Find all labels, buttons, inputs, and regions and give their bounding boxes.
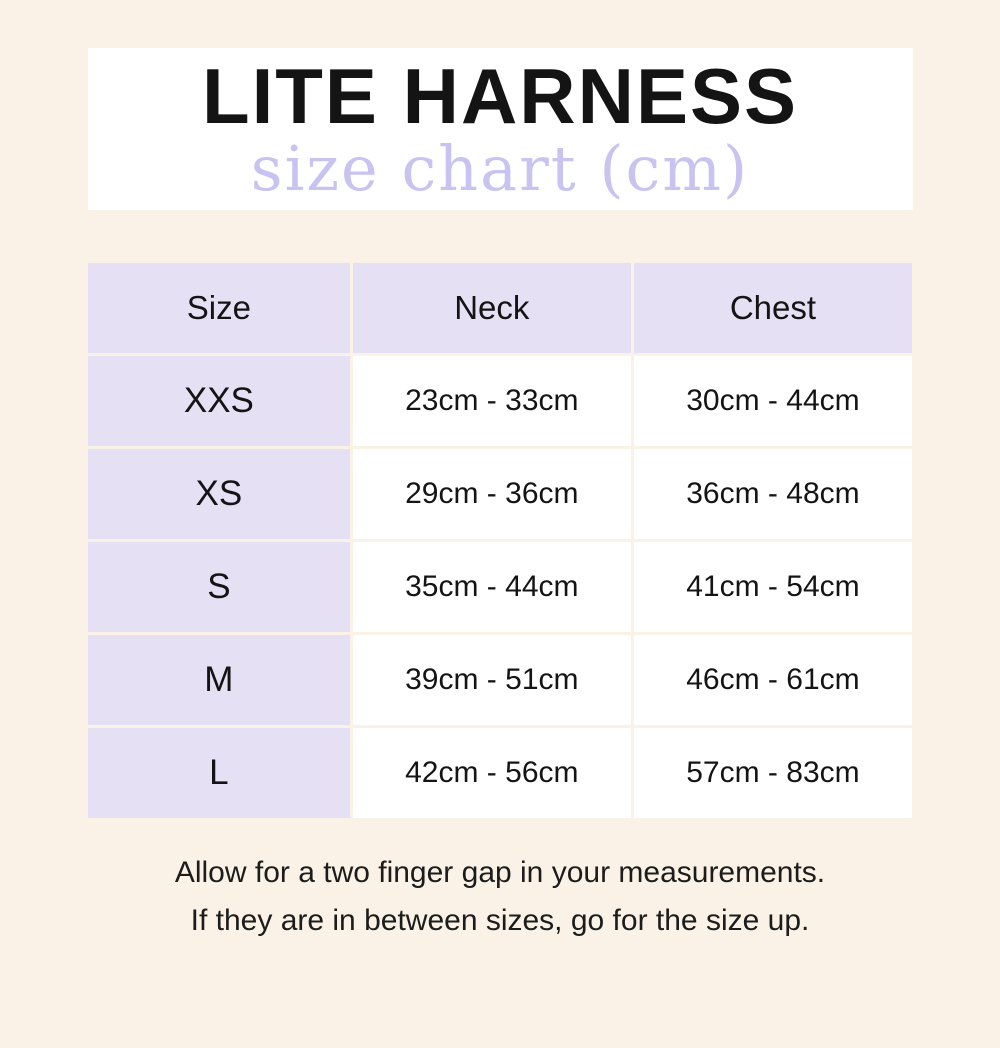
neck-cell: 35cm - 44cm xyxy=(353,542,631,632)
table-row-s xyxy=(88,542,912,632)
table-header-row xyxy=(88,263,912,353)
header-box xyxy=(88,48,913,210)
column-header-chest: Chest xyxy=(634,263,912,353)
table-row-xs xyxy=(88,449,912,539)
size-cell: M xyxy=(88,635,350,725)
chest-cell: 36cm - 48cm xyxy=(634,449,912,539)
table-row-xxs xyxy=(88,356,912,446)
size-cell: L xyxy=(88,728,350,818)
measurement-note xyxy=(0,849,1000,945)
neck-cell: 39cm - 51cm xyxy=(353,635,631,725)
table-row-l xyxy=(88,728,912,818)
page-subtitle: size chart (cm) xyxy=(250,132,750,205)
page-title: LITE HARNESS xyxy=(201,52,799,140)
size-cell: XXS xyxy=(88,356,350,446)
size-cell: XS xyxy=(88,449,350,539)
measurement-note-line2: If they are in between sizes, go for the size up. xyxy=(190,904,810,937)
neck-cell: 42cm - 56cm xyxy=(353,728,631,818)
chest-cell: 46cm - 61cm xyxy=(634,635,912,725)
size-cell: S xyxy=(88,542,350,632)
chest-cell: 57cm - 83cm xyxy=(634,728,912,818)
neck-cell: 29cm - 36cm xyxy=(353,449,631,539)
measurement-note-line1: Allow for a two finger gap in your measurements. xyxy=(174,856,826,889)
neck-cell: 23cm - 33cm xyxy=(353,356,631,446)
column-header-neck: Neck xyxy=(353,263,631,353)
chest-cell: 30cm - 44cm xyxy=(634,356,912,446)
size-chart-table xyxy=(85,260,915,821)
table-row-m xyxy=(88,635,912,725)
chest-cell: 41cm - 54cm xyxy=(634,542,912,632)
column-header-size: Size xyxy=(88,263,350,353)
